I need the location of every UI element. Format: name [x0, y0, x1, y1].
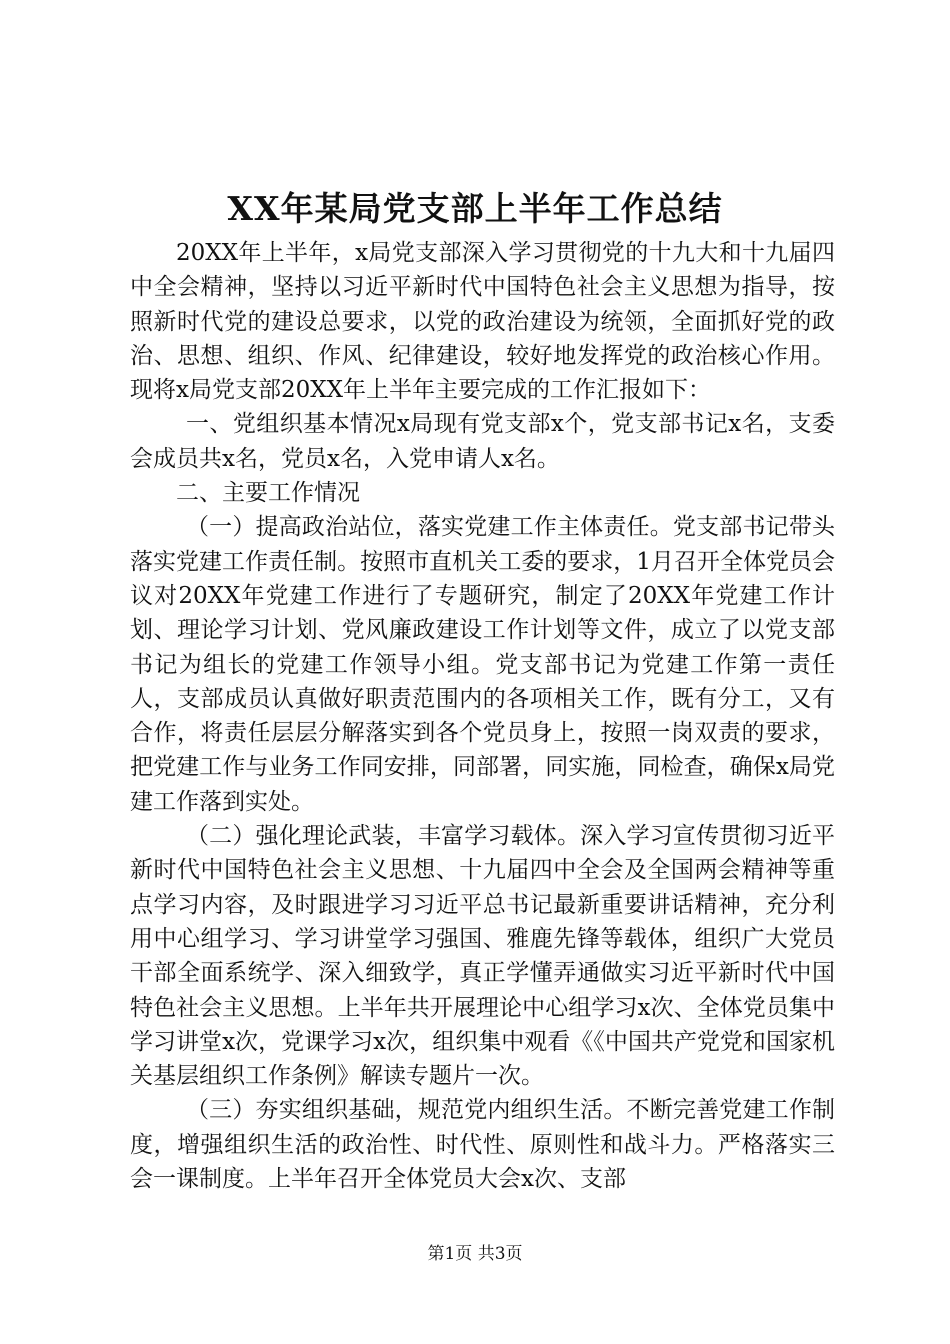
subsection-two-paragraph: （二）强化理论武装，丰富学习载体。深入学习宣传贯彻习近平新时代中国特色社会主义思想、十九届四中全会及全国两会精神等重点学习内容，及时跟进学习习近平总书记最新重要讲话精神，充分利用中心组学习、学习讲堂学习强国、雅鹿先锋等载体，组织广大党员干部全面系统学、深入细致学，真正学懂弄通做实习近平新时代中国特色社会主义思想。上半年共开展理论中心组学习x次、全体党员集中学习讲堂x次，党课学习x次，组织集中观看《《中国共产党党和国家机关基层组织工作条例》解读专题片一次。	[130, 823, 835, 1090]
subsection-one-paragraph: （一）提高政治站位，落实党建工作主体责任。党支部书记带头落实党建工作责任制。按照市直机关工委的要求，1月召开全体党员会议对20XX年党建工作进行了专题研究，制定了20XX年党建工作计划、理论学习计划、党风廉政建设工作计划等文件，成立了以党支部书记为组长的党建工作领导小组。党支部书记为党建工作第一责任人，支部成员认真做好职责范围内的各项相关工作，既有分工，又有合作，将责任层层分解落实到各个党员身上，按照一岗双责的要求，把党建工作与业务工作同安排，同部署，同实施，同检查，确保x局党建工作落到实处。	[130, 514, 835, 815]
intro-paragraph: 20XX年上半年，x局党支部深入学习贯彻党的十九大和十九届四中全会精神，坚持以习近平新时代中国特色社会主义思想为指导，按照新时代党的建设总要求，以党的政治建设为统领，全面抓好党的政治、思想、组织、作风、纪律建设，较好地发挥党的政治核心作用。现将x局党支部20XX年上半年主要完成的工作汇报如下：	[130, 240, 835, 404]
section-two-heading: 二、主要工作情况	[176, 480, 360, 507]
section-one-paragraph: 一、党组织基本情况x局现有党支部x个，党支部书记x名，支委会成员共x名，党员x名，入党申请人x名。	[130, 411, 835, 472]
page-footer: 第1页 共3页	[427, 1244, 523, 1264]
document-title: XX年某局党支部上半年工作总结	[227, 189, 723, 228]
subsection-three-paragraph: （三）夯实组织基础，规范党内组织生活。不断完善党建工作制度，增强组织生活的政治性、时代性、原则性和战斗力。严格落实三会一课制度。上半年召开全体党员大会x次、支部	[130, 1097, 835, 1193]
document-body	[130, 236, 835, 1196]
